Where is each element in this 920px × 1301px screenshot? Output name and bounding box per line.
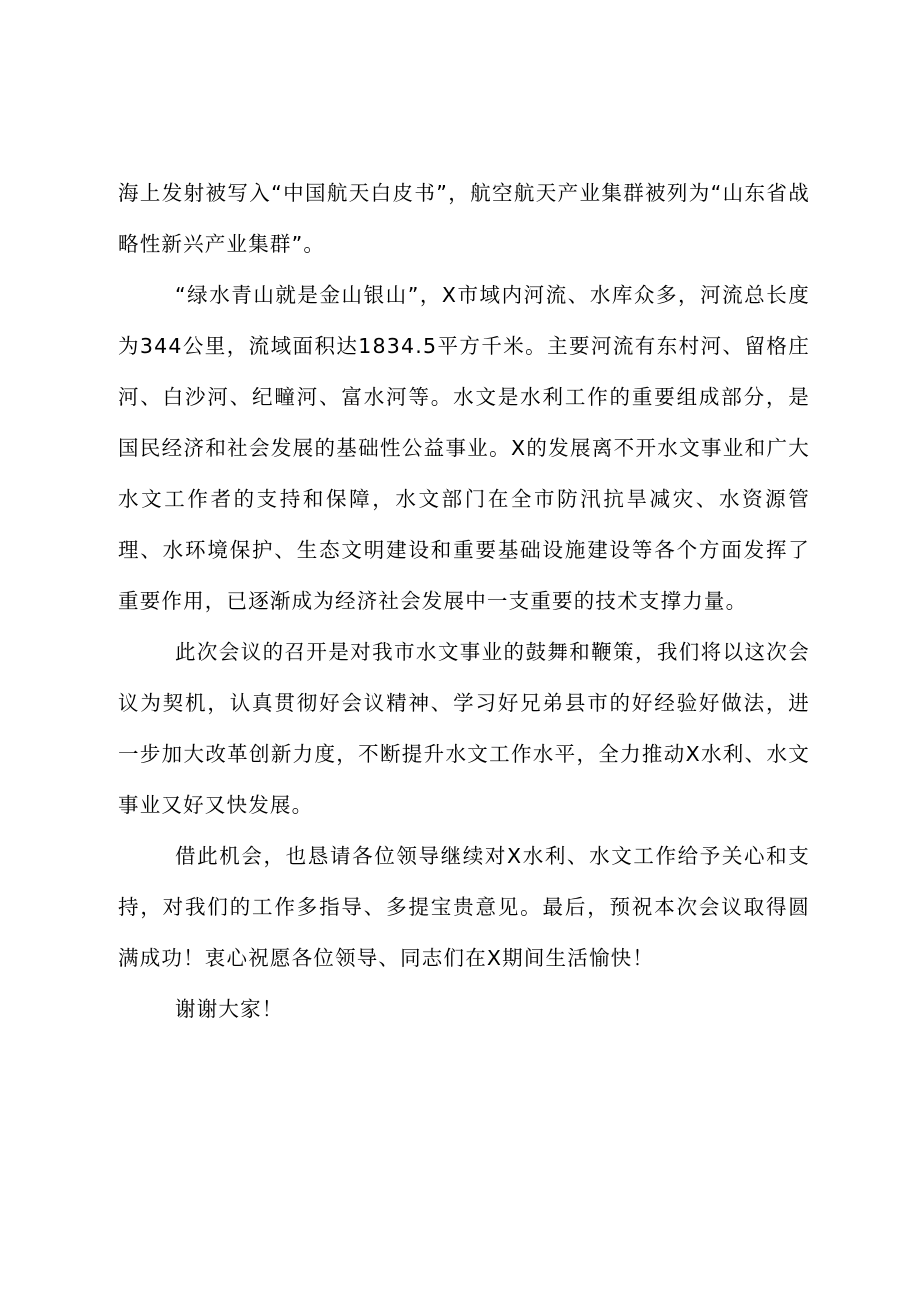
paragraph-closing-thanks: 谢谢大家！ [175, 997, 284, 1021]
paragraph-request-support: 借此机会，也恳请各位领导继续对X水利、水文工作给予关心和支持，对我们的工作多指导、多提宝贵意见。最后，预祝本次会议取得圆满成功！衷心祝愿各位领导、同志们在X期间生活愉快！ [118, 844, 810, 970]
paragraph-water-resources: “绿水青山就是金山银山”，X市域内河流、水库众多，河流总长度为344公里，流域面积达1834.5平方千米。主要河流有东村河、留格庄河、白沙河、纪疃河、富水河等。水文是水利工作的重要组成部分，是国民经济和社会发展的基础性公益事业。X的发展离不开水文事业和广大水文工作者的支持和保障，水文部门在全市防汛抗旱减灾、水资源管理、水环境保护、生态文明建设和重要基础设施建设等各个方面发挥了重要作用，已逐渐成为经济社会发展中一支重要的技术支撑力量。 [118, 283, 810, 613]
document-body [118, 168, 810, 1035]
paragraph-continuation: 海上发射被写入“中国航天白皮书”，航空航天产业集群被列为“山东省战略性新兴产业集群”。 [118, 181, 810, 256]
paragraph-meeting-significance: 此次会议的召开是对我市水文事业的鼓舞和鞭策，我们将以这次会议为契机，认真贯彻好会议精神、学习好兄弟县市的好经验好做法，进一步加大改革创新力度，不断提升水文工作水平，全力推动X水利、水文事业又好又快发展。 [118, 640, 810, 817]
